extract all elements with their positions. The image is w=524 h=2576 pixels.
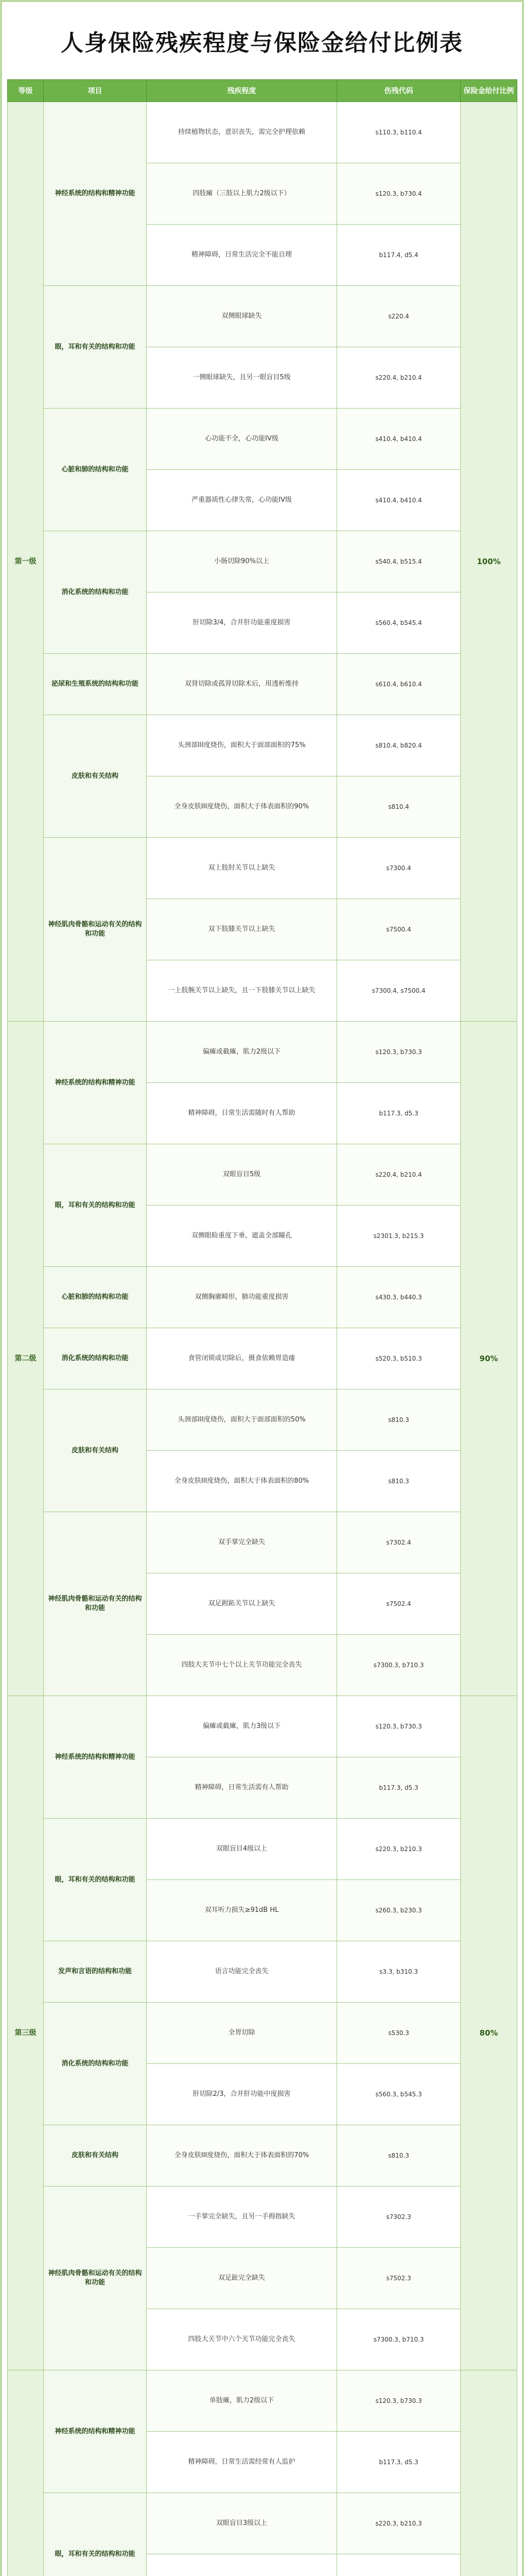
condition-cell: 全身皮肤III度烧伤，面积大于体表面积的70%	[147, 2125, 337, 2187]
condition-cell: 严重器质性心律失常，心功能IV级	[147, 470, 337, 531]
table-row	[8, 1267, 517, 1328]
code-cell: s410.4, b410.4	[337, 470, 461, 531]
code-cell: s120.3, b730.3	[337, 1696, 461, 1757]
code-cell: s560.3, b545.3	[337, 2064, 461, 2125]
condition-cell: 肝切除2/3，合并肝功能中度损害	[147, 2064, 337, 2125]
code-cell	[337, 2554, 461, 2576]
category-name: 神经肌肉骨骼和运动有关的结构和功能	[44, 2187, 147, 2370]
condition-cell: 肝切除3/4，合并肝功能重度损害	[147, 592, 337, 654]
code-cell: s430.3, b440.3	[337, 1267, 461, 1328]
grade-level: 第一级	[8, 102, 44, 1022]
code-cell: s540.4, b515.4	[337, 531, 461, 592]
page-title: 人身保险残疾程度与保险金给付比例表	[61, 30, 463, 56]
category-name: 皮肤和有关结构	[44, 2125, 147, 2187]
condition-cell: 持续植物状态，意识丧失，需完全护理依赖	[147, 102, 337, 163]
condition-cell: 精神障碍，日常生活完全不能自理	[147, 225, 337, 286]
category-name: 眼，耳和有关的结构和功能	[44, 1144, 147, 1267]
code-cell: s120.3, b730.3	[337, 2370, 461, 2432]
ratio-cell: 80%	[461, 1696, 517, 2370]
category-name: 心脏和肺的结构和功能	[44, 1267, 147, 1328]
condition-cell: 偏瘫或截瘫，肌力2级以下	[147, 1022, 337, 1083]
code-cell: s220.4, b210.4	[337, 347, 461, 409]
header-code: 伤残代码	[337, 80, 461, 102]
table-row	[8, 715, 517, 776]
table-row	[8, 2370, 517, 2432]
table-row	[8, 2493, 517, 2554]
code-cell: s220.3, b210.3	[337, 1819, 461, 1880]
category-name: 泌尿和生殖系统的结构和功能	[44, 654, 147, 715]
code-cell: s810.4, b820.4	[337, 715, 461, 776]
condition-cell: 精神障碍，日常生活需随时有人帮助	[147, 1083, 337, 1144]
condition-cell: 偏瘫或截瘫，肌力3级以下	[147, 1696, 337, 1757]
code-cell: s530.3	[337, 2003, 461, 2064]
grade-level: 第三级	[8, 1696, 44, 2370]
code-cell: s120.3, b730.3	[337, 1022, 461, 1083]
condition-cell: 语言功能完全丧失	[147, 1941, 337, 2003]
code-cell: s410.4, b410.4	[337, 409, 461, 470]
code-cell: b117.3, d5.3	[337, 1757, 461, 1819]
category-name: 眼，耳和有关的结构和功能	[44, 2493, 147, 2576]
table-row	[8, 654, 517, 715]
condition-cell: 全身皮肤III度烧伤，面积大于体表面积的80%	[147, 1451, 337, 1512]
table-row	[8, 102, 517, 163]
condition-cell: 全身皮肤III度烧伤，面积大于体表面积的90%	[147, 776, 337, 838]
category-name: 神经肌肉骨骼和运动有关的结构和功能	[44, 1512, 147, 1696]
condition-cell: 四肢瘫（三肢以上肌力2级以下）	[147, 163, 337, 225]
table-row	[8, 531, 517, 592]
condition-cell: 双手掌完全缺失	[147, 1512, 337, 1573]
condition-cell: 双侧眼球缺失	[147, 286, 337, 347]
table-row	[8, 2187, 517, 2248]
condition-cell: 一侧眼球缺失，且另一眼盲目5级	[147, 347, 337, 409]
table-row	[8, 409, 517, 470]
code-cell: s7500.4	[337, 899, 461, 960]
table-row	[8, 1941, 517, 2003]
condition-cell: 双眼盲目3级以上	[147, 2493, 337, 2554]
table-row	[8, 2125, 517, 2187]
code-cell: s560.4, b545.4	[337, 592, 461, 654]
code-cell: b117.3, d5.3	[337, 1083, 461, 1144]
category-name: 神经系统的结构和精神功能	[44, 1022, 147, 1144]
table-row	[8, 2003, 517, 2064]
condition-cell: 头颈部III度烧伤，面积大于面部面积的50%	[147, 1389, 337, 1451]
table-row	[8, 838, 517, 899]
condition-cell: 单肢瘫，肌力2级以下	[147, 2370, 337, 2432]
condition-cell: 双眼盲目5级	[147, 1144, 337, 1206]
ratio-cell: 100%	[461, 102, 517, 1022]
category-name: 消化系统的结构和功能	[44, 531, 147, 654]
code-cell: s220.4, b210.4	[337, 1144, 461, 1206]
code-cell: b117.3, d5.3	[337, 2432, 461, 2493]
condition-cell: 双足趾完全缺失	[147, 2248, 337, 2309]
header-item: 项目	[44, 80, 147, 102]
condition-cell: 小肠切除90%以上	[147, 531, 337, 592]
condition-cell: 双侧眼睑重度下垂，遮盖全部瞳孔	[147, 1206, 337, 1267]
condition-cell: 全胃切除	[147, 2003, 337, 2064]
disability-table	[7, 79, 517, 2576]
condition-cell: 双侧胸廓畸形，肺功能重度损害	[147, 1267, 337, 1328]
table-row	[8, 1144, 517, 1206]
code-cell: s7302.3	[337, 2187, 461, 2248]
condition-cell	[147, 2554, 337, 2576]
category-name: 眼，耳和有关的结构和功能	[44, 286, 147, 409]
condition-cell: 双足跗跖关节以上缺失	[147, 1573, 337, 1635]
code-cell: s7300.3, b710.3	[337, 1635, 461, 1696]
table-row	[8, 1389, 517, 1451]
condition-cell: 四肢大关节中六个关节功能完全丧失	[147, 2309, 337, 2370]
table-row	[8, 1819, 517, 1880]
category-name: 眼，耳和有关的结构和功能	[44, 1819, 147, 1941]
grade-level	[8, 2370, 44, 2576]
code-cell: s260.3, b230.3	[337, 1880, 461, 1941]
code-cell: s220.3, b210.3	[337, 2493, 461, 2554]
code-cell: s220.4	[337, 286, 461, 347]
ratio-cell	[461, 2370, 517, 2576]
code-cell: b117.4, d5.4	[337, 225, 461, 286]
code-cell: s3.3, b310.3	[337, 1941, 461, 2003]
condition-cell: 食管闭锁或切除后，摄食依赖胃造瘘	[147, 1328, 337, 1389]
table-row	[8, 1022, 517, 1083]
header-level: 等级	[8, 80, 44, 102]
code-cell: s120.3, b730.4	[337, 163, 461, 225]
code-cell: s7300.4	[337, 838, 461, 899]
code-cell: s7300.4, s7500.4	[337, 960, 461, 1022]
table-body	[8, 102, 517, 2576]
category-name: 皮肤和有关结构	[44, 715, 147, 838]
condition-cell: 精神障碍，日常生活需有人帮助	[147, 1757, 337, 1819]
category-name: 神经系统的结构和精神功能	[44, 102, 147, 286]
category-name: 消化系统的结构和功能	[44, 2003, 147, 2125]
condition-cell: 精神障碍，日常生活需经常有人监护	[147, 2432, 337, 2493]
table-row	[8, 1328, 517, 1389]
code-cell: s7502.4	[337, 1573, 461, 1635]
condition-cell: 一手掌完全缺失，且另一手拇指缺失	[147, 2187, 337, 2248]
code-cell: s7302.4	[337, 1512, 461, 1573]
category-name: 心脏和肺的结构和功能	[44, 409, 147, 531]
condition-cell: 双耳听力损失≥91dB HL	[147, 1880, 337, 1941]
condition-cell: 双上肢肘关节以上缺失	[147, 838, 337, 899]
code-cell: s610.4, b610.4	[337, 654, 461, 715]
category-name: 消化系统的结构和功能	[44, 1328, 147, 1389]
table-row	[8, 1696, 517, 1757]
code-cell: s2301.3, b215.3	[337, 1206, 461, 1267]
code-cell: s810.3	[337, 2125, 461, 2187]
condition-cell: 双肾切除或孤肾切除术后，用透析维持	[147, 654, 337, 715]
ratio-cell: 90%	[461, 1022, 517, 1696]
table-row	[8, 286, 517, 347]
condition-cell: 心功能不全，心功能IV级	[147, 409, 337, 470]
code-cell: s520.3, b510.3	[337, 1328, 461, 1389]
header-ratio: 保险金给付比例	[461, 80, 517, 102]
category-name: 神经系统的结构和精神功能	[44, 1696, 147, 1819]
table-header-row	[8, 80, 517, 102]
code-cell: s110.3, b110.4	[337, 102, 461, 163]
category-name: 皮肤和有关结构	[44, 1389, 147, 1512]
table-row	[8, 1512, 517, 1573]
code-cell: s810.4	[337, 776, 461, 838]
code-cell: s810.3	[337, 1451, 461, 1512]
condition-cell: 双下肢膝关节以上缺失	[147, 899, 337, 960]
condition-cell: 一上肢腕关节以上缺失，且一下肢膝关节以上缺失	[147, 960, 337, 1022]
condition-cell: 四肢大关节中七个以上关节功能完全丧失	[147, 1635, 337, 1696]
category-name: 神经系统的结构和精神功能	[44, 2370, 147, 2493]
category-name: 神经肌肉骨骼和运动有关的结构和功能	[44, 838, 147, 1022]
condition-cell: 双眼盲目4级以上	[147, 1819, 337, 1880]
header-condition: 残疾程度	[147, 80, 337, 102]
category-name: 发声和言语的结构和功能	[44, 1941, 147, 2003]
condition-cell: 头颈部III度烧伤，面积大于面部面积的75%	[147, 715, 337, 776]
code-cell: s7300.3, b710.3	[337, 2309, 461, 2370]
code-cell: s810.3	[337, 1389, 461, 1451]
grade-level: 第二级	[8, 1022, 44, 1696]
code-cell: s7502.3	[337, 2248, 461, 2309]
